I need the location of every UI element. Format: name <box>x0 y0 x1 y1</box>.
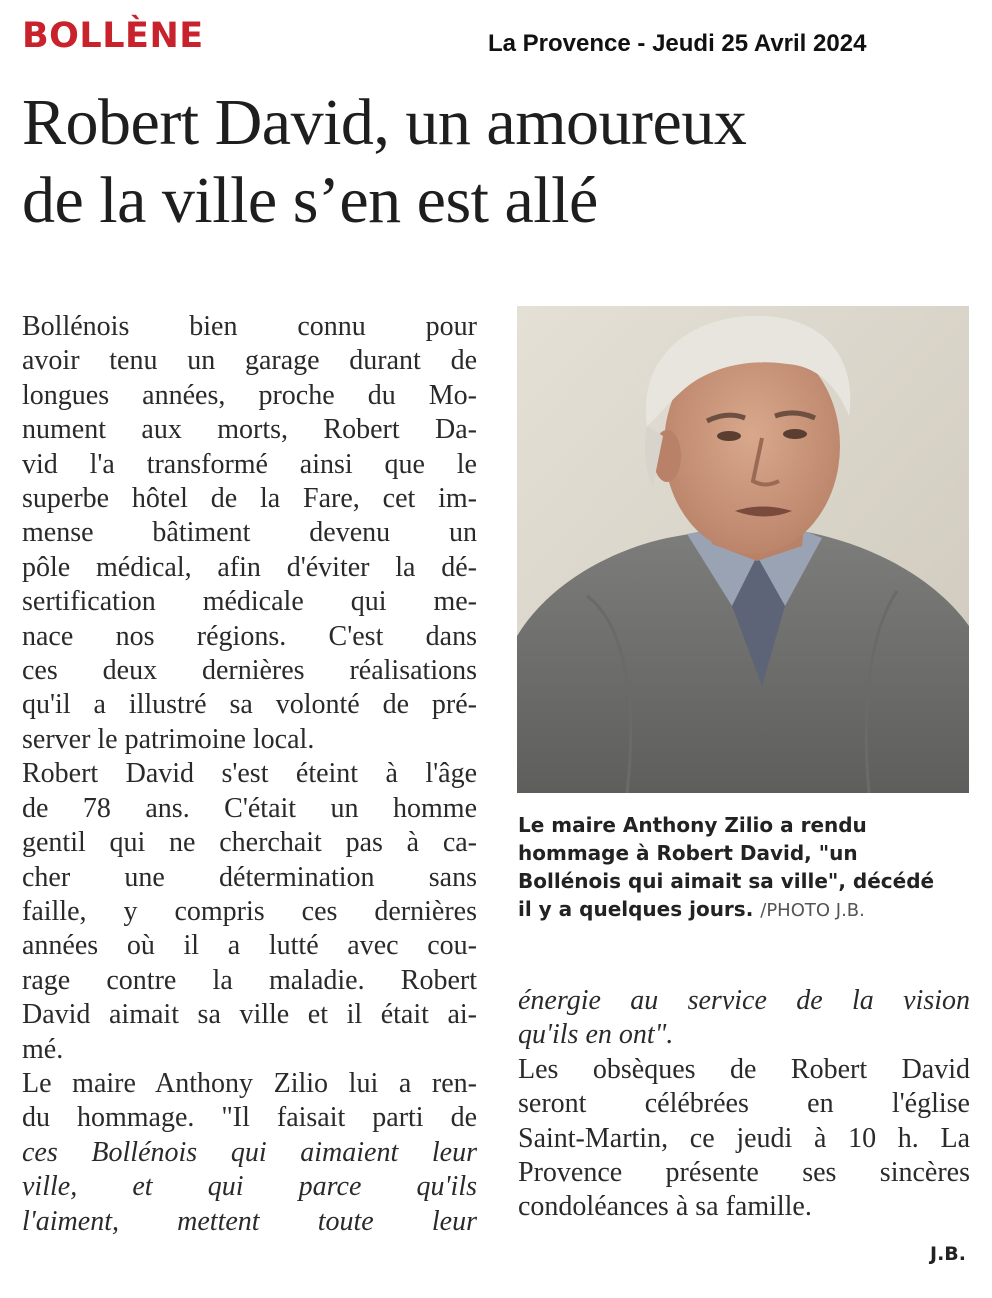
article-column-left <box>22 310 477 1239</box>
section-tag: BOLLÈNE <box>22 16 204 56</box>
photo-caption <box>518 811 973 925</box>
article-line: mé. <box>22 1033 64 1065</box>
article-line: nument aux morts, Robert Da- <box>22 414 477 446</box>
headline-line-1: Robert David, un amoureux <box>22 86 747 159</box>
article-line: cher une détermination sans <box>22 861 477 893</box>
quote-line: l'aiment, mettent toute leur <box>22 1205 477 1237</box>
caption-line: Bollénois qui aimait sa ville", décédé <box>518 869 935 893</box>
article-line: longues années, proche du Mo- <box>22 379 477 411</box>
quote-line: ces Bollénois qui aimaient leur <box>22 1136 477 1168</box>
article-line: ces deux dernières réalisations <box>22 655 477 687</box>
article-line: David aimait sa ville et il était ai- <box>22 999 477 1031</box>
quote-line: énergie au service de la vision <box>518 985 970 1016</box>
article-line: condoléances à sa famille. <box>518 1191 812 1223</box>
article-line: de 78 ans. C'était un homme <box>22 792 477 824</box>
article-line: Saint-Martin, ce jeudi à 10 h. La <box>518 1122 970 1154</box>
article-line: Les obsèques de Robert David <box>518 1053 970 1085</box>
article-line: pôle médical, afin d'éviter la dé- <box>22 551 477 583</box>
article-column-right <box>518 984 970 1225</box>
quote-line: ville, et qui parce qu'ils <box>22 1171 477 1203</box>
photo-credit: /PHOTO J.B. <box>760 900 865 921</box>
article-line: mense bâtiment devenu un <box>22 517 477 549</box>
article-line: server le patrimoine local. <box>22 723 315 755</box>
article-line: rage contre la maladie. Robert <box>22 964 477 996</box>
article-line: qu'il a illustré sa volonté de pré- <box>22 689 477 721</box>
article-line: Bollénois bien connu pour <box>22 311 477 342</box>
article-line: années où il a lutté avec cou- <box>22 930 477 962</box>
caption-line: Le maire Anthony Zilio a rendu <box>518 813 867 837</box>
article-line: gentil qui ne cherchait pas à ca- <box>22 827 477 859</box>
caption-line: hommage à Robert David, "un <box>518 841 858 865</box>
headline-line-2: de la ville s’en est allé <box>22 164 598 237</box>
article-line: nace nos régions. C'est dans <box>22 620 477 652</box>
article-line: Robert David s'est éteint à l'âge <box>22 758 477 790</box>
dateline: La Provence - Jeudi 25 Avril 2024 <box>488 30 867 57</box>
article-line: faille, y compris ces dernières <box>22 895 477 927</box>
article-line: seront célébrées en l'église <box>518 1088 970 1120</box>
article-line: vid l'a transformé ainsi que le <box>22 448 477 480</box>
quote-line: qu'ils en ont". <box>518 1019 674 1051</box>
article-photo <box>517 306 969 793</box>
caption-line: il y a quelques jours. <box>518 897 754 921</box>
headline <box>22 84 982 240</box>
portrait-illustration <box>517 306 969 793</box>
article-line: Provence présente ses sincères <box>518 1157 970 1189</box>
article-line: superbe hôtel de la Fare, cet im- <box>22 483 477 515</box>
caption-last-line <box>518 895 973 925</box>
article-line: avoir tenu un garage durant de <box>22 345 477 377</box>
article-line: du hommage. "Il faisait parti de <box>22 1102 477 1134</box>
article-line: sertification médicale qui me- <box>22 586 477 618</box>
article-line: Le maire Anthony Zilio lui a ren- <box>22 1067 477 1099</box>
author-signature: J.B. <box>930 1243 966 1265</box>
